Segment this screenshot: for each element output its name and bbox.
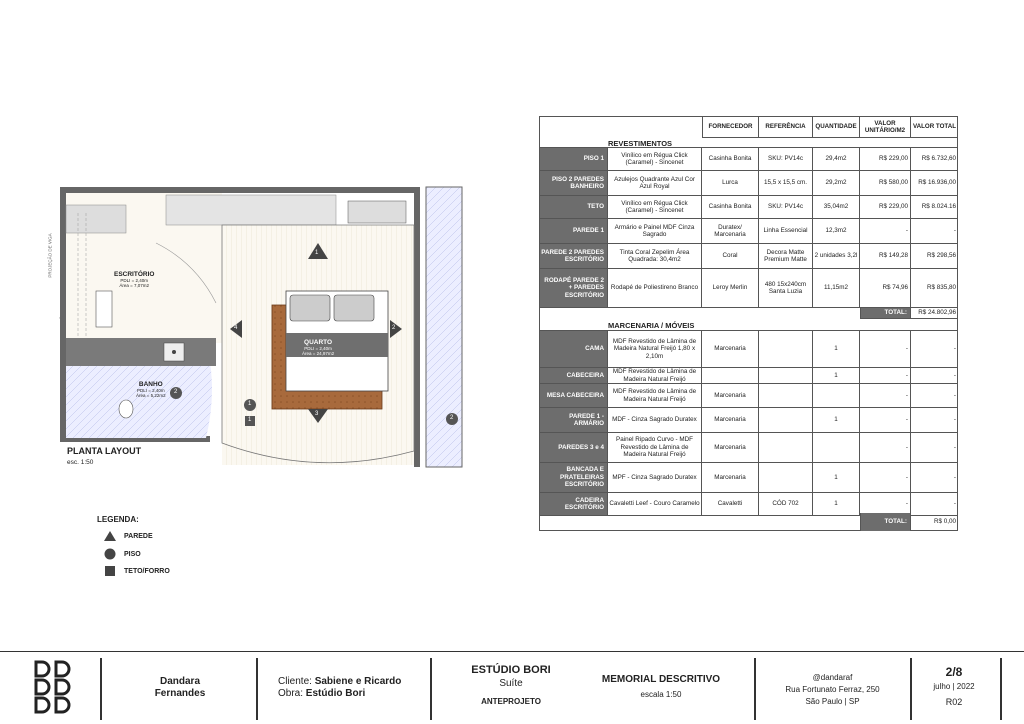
legend-item-floor [104, 548, 141, 560]
table-cell-label: TETO [540, 196, 608, 219]
table-cell-unit: - [860, 330, 911, 368]
table-cell-unit: R$ 229,00 [860, 147, 911, 171]
table-cell-total: R$ 298,56 [911, 244, 958, 269]
sheet-info [916, 666, 992, 708]
room-area: Área = 5,22m2 [136, 393, 166, 398]
table-cell-forn: Casinha Bonita [702, 196, 759, 219]
table-cell-label: PISO 1 [540, 147, 608, 171]
table-cell-qtd: 11,15m2 [813, 269, 860, 308]
plan-title: PLANTA LAYOUT [67, 446, 142, 456]
table-cell-desc: Painel Ripado Curvo - MDF Revestido de Lâmina de Madeira Natural Freijó [608, 433, 702, 463]
room-label-bath [136, 381, 166, 398]
table-cell-total: R$ 8.024.16 [911, 196, 958, 219]
shelf-projection-note: PROJEÇÃO DE PRATELEIRAS [59, 273, 65, 338]
table-cell-total: - [911, 384, 958, 408]
table-cell-total: - [911, 330, 958, 368]
table-cell-forn [702, 368, 759, 384]
table-cell-total: R$ 835,80 [911, 269, 958, 308]
legend-title: LEGENDA: [97, 515, 139, 524]
table-cell-label: MESA CABECEIRA [540, 384, 608, 408]
beam-projection-note: PROJEÇÃO DE VIGA [47, 233, 53, 278]
room-name: QUARTO [304, 339, 333, 346]
table-cell-label: PISO 2 PAREDES BANHEIRO [540, 171, 608, 196]
table-cell-qtd [813, 384, 860, 408]
table-cell-ref: Decora Matte Premium Matte [759, 244, 813, 269]
page-number: 2/8 [945, 665, 963, 679]
legend-item-wall [104, 530, 153, 542]
room-label-bedroom [302, 339, 334, 356]
wall-marker-label: 4 [234, 325, 238, 331]
contact-address-street: Rua Fortunato Ferraz, 250 [785, 685, 880, 694]
table-cell-total: - [911, 433, 958, 463]
table-cell-ref: Linha Essencial [759, 219, 813, 244]
joinery-total-label: TOTAL: [860, 513, 911, 531]
table-cell-qtd: 1 [813, 330, 860, 368]
document-scale: escala 1:50 [640, 690, 682, 699]
table-cell-forn: Marcenaria [702, 463, 759, 493]
table-cell-qtd: 12,3m2 [813, 219, 860, 244]
work-label: Obra: [278, 688, 304, 699]
table-cell-desc: MPF - Cinza Sagrado Duratex [608, 463, 702, 493]
table-cell-ref: SKU: PV14c [759, 196, 813, 219]
table-cell-unit: R$ 149,28 [860, 244, 911, 269]
header-reference: REFERÊNCIA [759, 117, 813, 138]
brand-logo-icon [33, 659, 73, 715]
table-cell-ref [759, 368, 813, 384]
table-cell-forn: Marcenaria [702, 433, 759, 463]
section-title-joinery: MARCENARIA / MÓVEIS [608, 321, 695, 330]
table-cell-desc: MDF Revestido de Lâmina de Madeira Natural Freijó [608, 368, 702, 384]
room-name: BANHO [138, 381, 163, 388]
table-cell-unit: - [860, 368, 911, 384]
floor-plan-drawing [56, 183, 466, 473]
table-cell-unit: R$ 229,00 [860, 196, 911, 219]
table-cell-forn: Cavaletti [702, 493, 759, 516]
section-title-coverings: REVESTIMENTOS [608, 139, 673, 148]
table-cell-ref: 15,5 x 15,5 cm. [759, 171, 813, 196]
table-cell-total: - [911, 493, 958, 516]
plan-scale: esc. 1:50 [67, 459, 94, 466]
table-cell-desc: Tinta Coral Zepelim Área Quadrada: 30,4m2 [608, 244, 702, 269]
table-cell-unit: - [860, 493, 911, 516]
table-cell-qtd [813, 433, 860, 463]
table-cell-forn: Duratex/ Marcenaria [702, 219, 759, 244]
wall-marker-label: 1 [315, 250, 319, 256]
table-cell-qtd: 29,2m2 [813, 171, 860, 196]
legend-label: PISO [124, 550, 141, 558]
floor-marker-label: 2 [174, 389, 178, 395]
wall-marker-label: 3 [315, 411, 319, 417]
table-cell-unit: - [860, 384, 911, 408]
table-cell-unit: - [860, 463, 911, 493]
client-label: Cliente: [278, 676, 312, 687]
table-cell-ref: 480 15x240cm Santa Luzia [759, 269, 813, 308]
table-cell-ref [759, 330, 813, 368]
table-cell-total: R$ 6.732,60 [911, 147, 958, 171]
header-quantity: QUANTIDADE [813, 117, 860, 138]
specification-table [539, 116, 958, 531]
table-cell-qtd: 2 unidades 3,2l [813, 244, 860, 269]
table-cell-ref [759, 463, 813, 493]
document-info [586, 674, 736, 701]
contact-info [760, 672, 905, 708]
client-value: Sabiene e Ricardo [314, 676, 402, 687]
table-cell-unit: R$ 580,00 [860, 171, 911, 196]
table-cell-ref [759, 384, 813, 408]
table-cell-desc: Cavaletti Leef - Couro Caramelo [608, 493, 702, 516]
table-cell-total: R$ 16.936,00 [911, 171, 958, 196]
table-cell-ref [759, 408, 813, 433]
legend-item-ceiling [104, 565, 170, 577]
table-cell-desc: Azulejos Quadrante Azul Cor Azul Royal [608, 171, 702, 196]
table-cell-label: PAREDES 3 e 4 [540, 433, 608, 463]
table-cell-label: PAREDE 2 PAREDES ESCRITÓRIO [540, 244, 608, 269]
project-subtitle: Suíte [499, 678, 523, 689]
table-cell-ref: SKU: PV14c [759, 147, 813, 171]
legend-label: PAREDE [124, 532, 153, 540]
coverings-total-value: R$ 24.802,96 [911, 308, 958, 319]
table-cell-forn: Marcenaria [702, 330, 759, 368]
table-cell-total: - [911, 463, 958, 493]
table-cell-unit: - [860, 433, 911, 463]
table-cell-forn: Casinha Bonita [702, 147, 759, 171]
table-cell-desc: Vinílico em Régua Click (Caramel) - Sincenet [608, 147, 702, 171]
table-cell-qtd: 1 [813, 368, 860, 384]
contact-handle: @dandaraf [812, 673, 853, 682]
table-cell-qtd: 1 [813, 408, 860, 433]
author-first-name: Dandara [159, 676, 200, 687]
table-cell-qtd: 35,04m2 [813, 196, 860, 219]
floor-plan [47, 183, 466, 473]
room-height: PDLI = 2,40m [120, 278, 149, 283]
room-height: PDLI = 2,40m [137, 388, 165, 393]
table-cell-label: CABECEIRA [540, 368, 608, 384]
table-cell-label: PAREDE 1 [540, 219, 608, 244]
triangle-icon [104, 530, 116, 542]
title-block [0, 651, 1024, 724]
table-cell-label: BANCADA E PRATELEIRAS ESCRITÓRIO [540, 463, 608, 493]
square-icon [104, 565, 116, 577]
coverings-total-label: TOTAL: [860, 308, 911, 319]
author-last-name: Fernandes [154, 688, 206, 699]
sheet-date: julho | 2022 [933, 682, 975, 691]
table-cell-forn: Marcenaria [702, 408, 759, 433]
table-cell-total: - [911, 219, 958, 244]
contact-address-city: São Paulo | SP [805, 697, 860, 706]
table-cell-forn: Coral [702, 244, 759, 269]
room-height: PDLI = 2,40m [304, 346, 332, 351]
sheet-revision: R02 [945, 697, 963, 707]
table-cell-qtd: 1 [813, 493, 860, 516]
table-cell-forn: Leroy Merlin [702, 269, 759, 308]
table-cell-desc: Rodapé de Poliestireno Branco [608, 269, 702, 308]
project-title: ESTÚDIO BORI [471, 664, 551, 676]
author-name [110, 676, 250, 700]
table-cell-total: - [911, 408, 958, 433]
document-title: MEMORIAL DESCRITIVO [601, 674, 721, 685]
table-cell-label: PAREDE 1 - ARMÁRIO [540, 408, 608, 433]
project-phase: ANTEPROJETO [481, 697, 541, 706]
room-name: ESCRITÓRIO [114, 271, 155, 278]
room-area: Área = 7,07m2 [119, 283, 150, 288]
table-cell-desc: MDF Revestido de Lâmina de Madeira Natural Freijó [608, 384, 702, 408]
table-cell-label: CADEIRA ESCRITÓRIO [540, 493, 608, 516]
table-cell-qtd: 1 [813, 463, 860, 493]
table-cell-desc: Armário e Painel MDF Cinza Sagrado [608, 219, 702, 244]
ceiling-marker-label: 1 [248, 417, 252, 423]
header-total-value: VALOR TOTAL [911, 117, 958, 138]
client-info [262, 676, 424, 700]
wall-marker-label: 2 [392, 325, 396, 331]
table-cell-label: RODAPÉ PAREDE 2 + PAREDES ESCRITÓRIO [540, 269, 608, 308]
floor-marker-label: 2 [450, 415, 454, 421]
table-cell-ref: CÓD 702 [759, 493, 813, 516]
table-cell-ref [759, 433, 813, 463]
circle-icon [104, 548, 116, 560]
room-label-office [114, 271, 154, 288]
header-supplier: FORNECEDOR [702, 117, 759, 138]
table-cell-desc: MDF Revestido de Lâmina de Madeira Natural Freijó 1,80 x 2,10m [608, 330, 702, 368]
table-cell-desc: MDF - Cinza Sagrado Duratex [608, 408, 702, 433]
table-cell-label: CAMA [540, 330, 608, 368]
table-cell-unit: - [860, 408, 911, 433]
joinery-total-value: R$ 0,00 [933, 518, 956, 526]
table-cell-forn: Lurca [702, 171, 759, 196]
table-cell-total: - [911, 368, 958, 384]
table-cell-unit: R$ 74,96 [860, 269, 911, 308]
table-cell-forn: Marcenaria [702, 384, 759, 408]
legend-label: TETO/FORRO [124, 567, 170, 575]
room-area: Área = 24,97m2 [302, 351, 335, 356]
table-cell-desc: Vinílico em Régua Click (Caramel) - Sincenet [608, 196, 702, 219]
project-info [436, 664, 586, 708]
floor-marker-label: 1 [248, 401, 252, 407]
table-cell-unit: - [860, 219, 911, 244]
table-cell-qtd: 29,4m2 [813, 147, 860, 171]
header-unit-value: VALOR UNITÁRIO/M2 [860, 117, 911, 138]
work-value: Estúdio Bori [305, 688, 366, 699]
